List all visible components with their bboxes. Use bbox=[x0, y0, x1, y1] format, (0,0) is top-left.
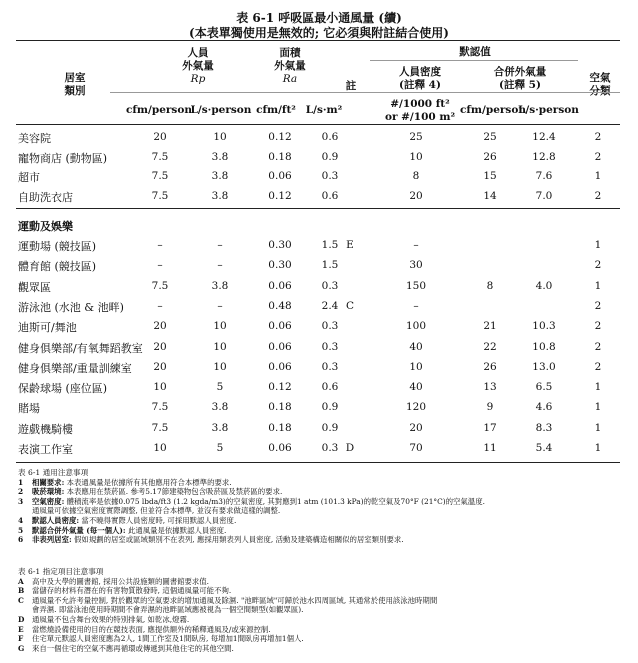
header-area-symbol: Ra bbox=[282, 73, 298, 85]
header-defaults: 默認值 bbox=[459, 46, 491, 58]
cell-rp-cfm: 20 bbox=[153, 340, 167, 353]
units-rule bbox=[110, 92, 620, 93]
note-text: 本表應用在禁菸區. 參考5.17節建築物包含吸菸區及禁菸區的要求. bbox=[64, 487, 283, 497]
cell-rp-cfm: 20 bbox=[153, 360, 167, 373]
cell-ra-ls: 0.6 bbox=[321, 381, 339, 394]
cell-cls: 2 bbox=[594, 360, 602, 373]
cell-note: C bbox=[345, 299, 355, 312]
cell-density: 150 bbox=[405, 279, 427, 292]
note-item bbox=[18, 526, 485, 536]
cell-ra-ls: 0.3 bbox=[321, 340, 339, 353]
cell-note: D bbox=[345, 442, 355, 454]
note-text: 當儲存的材料有潛在的有害物質散發時, 這個通風量可能不夠. bbox=[32, 586, 232, 596]
cell-c-cfm: 21 bbox=[483, 320, 497, 333]
note-item bbox=[18, 487, 485, 497]
cell-density: 120 bbox=[405, 401, 427, 414]
cell-cls: 1 bbox=[594, 239, 602, 251]
header-area-outdoor: 面積 外氣量 bbox=[274, 47, 306, 72]
cell-c-ls: 12.8 bbox=[532, 150, 556, 163]
cell-ra-cfm: 0.48 bbox=[268, 299, 292, 312]
note-item bbox=[18, 634, 437, 644]
note-text: 通風量可依據空氣密度實際調整, 但並符合本標準, 並沒有要求做這樣的調整. bbox=[32, 506, 281, 516]
cell-ra-cfm: 0.06 bbox=[268, 340, 292, 353]
note-item bbox=[18, 535, 485, 545]
note-key: 2 bbox=[18, 487, 24, 497]
cell-ra-ls: 0.3 bbox=[321, 360, 339, 373]
note-heading: 非表列居室: bbox=[32, 535, 72, 545]
header-bottom-rule bbox=[16, 124, 620, 125]
cell-density: 20 bbox=[409, 421, 423, 434]
row-category: 遊戲機騎樓 bbox=[18, 422, 73, 436]
cell-cls: 1 bbox=[594, 170, 602, 182]
row-category: 運動場 (競技區) bbox=[18, 240, 97, 253]
row-category: 健身俱樂部/重量訓練室 bbox=[18, 361, 132, 375]
cell-ra-cfm: 0.30 bbox=[268, 239, 292, 251]
note-text: 當不曉得實際人員密度時, 可採用默認人員密度. bbox=[79, 515, 237, 525]
cell-c-ls: 4.0 bbox=[535, 279, 553, 292]
row-category: 寵物商店 (動物區) bbox=[18, 151, 108, 165]
cell-c-ls: 5.4 bbox=[535, 442, 553, 454]
defaults-rule bbox=[370, 60, 578, 61]
cell-c-cfm: 8 bbox=[486, 279, 494, 292]
cell-cls: 2 bbox=[594, 189, 602, 202]
cell-cls: 2 bbox=[594, 259, 602, 272]
cell-rp-cfm: – bbox=[157, 239, 163, 251]
cell-rp-cfm: 20 bbox=[153, 320, 167, 333]
cell-ra-ls: 0.9 bbox=[321, 421, 339, 434]
cell-rp-ls: 10 bbox=[213, 360, 227, 373]
note-key: B bbox=[18, 586, 25, 596]
cell-ra-cfm: 0.06 bbox=[268, 320, 292, 333]
row-category: 美容院 bbox=[18, 132, 51, 145]
cell-c-ls: 10.8 bbox=[532, 340, 556, 353]
cell-cls: 2 bbox=[594, 320, 602, 333]
cell-c-ls: 10.3 bbox=[532, 320, 556, 333]
cell-ra-cfm: 0.06 bbox=[268, 442, 292, 454]
cell-ra-ls: 0.3 bbox=[321, 320, 339, 333]
cell-rp-cfm: 10 bbox=[153, 442, 167, 454]
cell-ra-cfm: 0.06 bbox=[268, 360, 292, 373]
note-text: 會弄濕. 即當泳池使用時期間不會弄濕的池畔區域應被視為一個空間類型(如觀眾區). bbox=[32, 605, 304, 615]
note-text: 通風量不允許考量控制, 對於觀眾的空氣要求的增加通風及除濕. "池畔區域"可歸於池水四周區域, 其通常於使用該泳池時期間 bbox=[32, 595, 438, 605]
unit-rp-cfm: cfm/person bbox=[126, 104, 192, 116]
cell-c-ls: 12.4 bbox=[532, 131, 556, 143]
cell-density: 30 bbox=[409, 259, 423, 272]
note-heading: 吸菸環境: bbox=[32, 487, 65, 497]
cell-cls: 1 bbox=[594, 381, 602, 394]
unit-rp-ls: L/s·person bbox=[190, 104, 252, 116]
table-bottom-rule bbox=[16, 462, 620, 463]
cell-c-ls: 13.0 bbox=[532, 360, 556, 373]
cell-rp-ls: 10 bbox=[213, 340, 227, 353]
header-category: 居室 類別 bbox=[64, 72, 86, 97]
cell-c-cfm: 15 bbox=[483, 170, 497, 182]
cell-rp-cfm: 20 bbox=[153, 131, 167, 143]
cell-rp-cfm: – bbox=[157, 259, 163, 272]
table-title: 表 6-1 呼吸區最小通風量 (續) bbox=[236, 11, 402, 25]
header-person-symbol: Rp bbox=[190, 73, 206, 85]
cell-c-cfm: 26 bbox=[483, 150, 497, 163]
cell-c-cfm: 9 bbox=[486, 401, 494, 414]
cell-density: 20 bbox=[409, 189, 423, 202]
header-note: 註 bbox=[345, 80, 357, 92]
cell-ra-ls: 2.4 bbox=[321, 299, 339, 312]
cell-c-cfm: 14 bbox=[483, 189, 497, 202]
note-key: E bbox=[18, 624, 24, 634]
note-text: 住宅單元默認人員密度應為2人, 1間工作室及1間臥房, 每增加1間臥房再增加1個人. bbox=[32, 634, 304, 644]
header-top-rule bbox=[16, 40, 620, 41]
note-text: 來自一個住宅的空氣不應再循環或傳遞到其他住宅的其他空間. bbox=[32, 643, 234, 653]
unit-ra-cfm: cfm/ft² bbox=[256, 104, 296, 116]
cell-ra-ls: 0.6 bbox=[321, 131, 339, 143]
cell-cls: 2 bbox=[594, 299, 602, 312]
cell-c-cfm: 22 bbox=[483, 340, 497, 353]
cell-ra-cfm: 0.12 bbox=[268, 189, 292, 202]
cell-cls: 1 bbox=[594, 442, 602, 454]
note-item bbox=[18, 506, 485, 516]
general-notes-title: 表 6-1 通用注意事項 bbox=[18, 468, 89, 477]
row-category: 超市 bbox=[18, 171, 40, 184]
cell-ra-ls: 0.9 bbox=[321, 401, 339, 414]
unit-density: #/1000 ft² or #/100 m² bbox=[384, 98, 456, 123]
cell-rp-cfm: 7.5 bbox=[151, 150, 169, 163]
note-key: 1 bbox=[18, 477, 24, 487]
note-key: C bbox=[18, 595, 24, 605]
cell-cls: 2 bbox=[594, 150, 602, 163]
cell-density: 40 bbox=[409, 381, 423, 394]
note-item bbox=[18, 577, 437, 587]
cell-rp-ls: 10 bbox=[213, 131, 227, 143]
note-key: 4 bbox=[18, 515, 24, 525]
cell-rp-ls: 3.8 bbox=[211, 189, 229, 202]
note-item bbox=[18, 605, 437, 615]
cell-c-ls: 7.6 bbox=[535, 170, 553, 182]
note-key: A bbox=[18, 576, 24, 586]
header-person-outdoor: 人員 外氣量 bbox=[182, 47, 214, 72]
cell-c-cfm: 17 bbox=[483, 421, 497, 434]
cell-ra-ls: 0.3 bbox=[321, 279, 339, 292]
cell-ra-cfm: 0.30 bbox=[268, 259, 292, 272]
cell-density: 25 bbox=[409, 131, 423, 143]
cell-c-cfm: 25 bbox=[483, 131, 497, 143]
cell-rp-ls: 3.8 bbox=[211, 279, 229, 292]
note-key: 6 bbox=[18, 535, 24, 545]
cell-density: 8 bbox=[412, 170, 420, 182]
note-item bbox=[18, 644, 437, 654]
cell-c-ls: 8.3 bbox=[535, 421, 553, 434]
cell-rp-ls: 3.8 bbox=[211, 150, 229, 163]
cell-cls: 1 bbox=[594, 279, 602, 292]
note-item bbox=[18, 497, 485, 507]
cell-ra-cfm: 0.18 bbox=[268, 150, 292, 163]
note-key: 3 bbox=[18, 496, 24, 506]
cell-rp-cfm: – bbox=[157, 299, 163, 312]
note-text: 此通風量是依據默認人員密度. bbox=[125, 525, 227, 535]
group-rule bbox=[16, 208, 620, 209]
cell-rp-cfm: 7.5 bbox=[151, 401, 169, 414]
cell-density: – bbox=[413, 239, 419, 251]
row-category: 表演工作室 bbox=[18, 443, 73, 456]
cell-rp-cfm: 7.5 bbox=[151, 170, 169, 182]
cell-ra-cfm: 0.06 bbox=[268, 170, 292, 182]
specific-notes bbox=[18, 567, 437, 653]
cell-cls: 1 bbox=[594, 401, 602, 414]
unit-c-cfm: cfm/person bbox=[460, 104, 526, 116]
row-category: 保齡球場 (座位區) bbox=[18, 382, 108, 396]
cell-rp-ls: – bbox=[217, 259, 223, 272]
cell-c-cfm: 11 bbox=[483, 442, 497, 454]
note-text: 假如規劃的居室或區域類別不在表列, 應採用類表列人員密度, 活動及建築構造相關似的居室類別要求. bbox=[71, 535, 404, 545]
note-item bbox=[18, 625, 437, 635]
cell-ra-ls: 0.9 bbox=[321, 150, 339, 163]
table-subtitle: (本表單獨使用是無效的; 它必須與附註結合使用) bbox=[189, 26, 449, 40]
cell-density: 70 bbox=[409, 442, 423, 454]
row-category: 健身俱樂部/有氧舞蹈教室 bbox=[18, 341, 143, 355]
unit-ra-ls: L/s·m² bbox=[305, 104, 343, 116]
note-text: 當燃燒設備使用的目的在競技表面, 應提供額外的稀釋通風及/或來源控制. bbox=[32, 624, 271, 634]
cell-ra-ls: 0.6 bbox=[321, 189, 339, 202]
cell-rp-cfm: 7.5 bbox=[151, 421, 169, 434]
row-category: 游泳池 (水池 & 池畔) bbox=[18, 300, 124, 314]
cell-note: E bbox=[346, 239, 354, 251]
note-item bbox=[18, 516, 485, 526]
cell-density: 100 bbox=[405, 320, 427, 333]
cell-rp-cfm: 7.5 bbox=[151, 189, 169, 202]
general-notes bbox=[18, 468, 485, 545]
header-density: 人員密度 (註釋 4) bbox=[399, 66, 441, 91]
cell-rp-ls: 3.8 bbox=[211, 170, 229, 182]
cell-rp-ls: – bbox=[217, 299, 223, 312]
cell-ra-ls: 0.3 bbox=[321, 170, 339, 182]
note-key: D bbox=[18, 614, 25, 624]
cell-cls: 1 bbox=[594, 421, 602, 434]
cell-c-cfm: 13 bbox=[483, 381, 497, 394]
row-category: 觀眾區 bbox=[18, 280, 51, 294]
note-text: 體積流率是依據0.075 lbda/ft3 (1.2 kgda/m3)的空氣密度, 其對應到1 atm (101.3 kPa)的乾空氣及70°F (21°C)的空氣溫度. bbox=[64, 496, 485, 506]
row-category: 迪斯可/舞池 bbox=[18, 321, 77, 335]
note-key: F bbox=[18, 634, 24, 644]
cell-rp-ls: 5 bbox=[216, 442, 224, 454]
note-heading: 默認合併外氣量 (每一個人): bbox=[32, 525, 126, 535]
cell-rp-ls: 10 bbox=[213, 320, 227, 333]
cell-rp-ls: – bbox=[217, 239, 223, 251]
cell-density: – bbox=[413, 299, 419, 312]
cell-density: 10 bbox=[409, 150, 423, 163]
cell-ra-cfm: 0.12 bbox=[268, 381, 292, 394]
cell-ra-cfm: 0.18 bbox=[268, 421, 292, 434]
note-item bbox=[18, 586, 437, 596]
cell-density: 10 bbox=[409, 360, 423, 373]
note-text: 高中及大學的圖書館, 採用公共設施類的圖書館要求值. bbox=[32, 576, 210, 586]
note-heading: 空氣密度: bbox=[32, 496, 65, 506]
note-text: 通風量不包含舞台效果的特別排氣, 如乾冰,燈霧. bbox=[32, 614, 190, 624]
header-air-class: 空氣 分類 bbox=[589, 72, 611, 97]
cell-c-ls: 4.6 bbox=[535, 401, 553, 414]
specific-notes-title: 表 6-1 指定項目注意事項 bbox=[18, 567, 104, 576]
cell-density: 40 bbox=[409, 340, 423, 353]
note-key: G bbox=[18, 643, 25, 653]
note-heading: 默認人員密度: bbox=[32, 515, 80, 525]
row-category: 賭場 bbox=[18, 402, 40, 416]
cell-c-ls: 6.5 bbox=[535, 381, 553, 394]
cell-cls: 2 bbox=[594, 340, 602, 353]
cell-c-cfm: 26 bbox=[483, 360, 497, 373]
note-heading: 相關要求: bbox=[32, 477, 65, 487]
header-combined: 合併外氣量 (註釋 5) bbox=[493, 66, 547, 91]
cell-rp-ls: 5 bbox=[216, 381, 224, 394]
unit-c-ls: L/s·person bbox=[518, 104, 579, 116]
section-label: 運動及娛樂 bbox=[18, 220, 73, 233]
cell-ra-ls: 0.3 bbox=[321, 442, 339, 454]
cell-ra-cfm: 0.18 bbox=[268, 401, 292, 414]
note-item bbox=[18, 615, 437, 625]
note-key: 5 bbox=[18, 525, 24, 535]
cell-c-ls: 7.0 bbox=[535, 189, 553, 202]
cell-ra-cfm: 0.06 bbox=[268, 279, 292, 292]
cell-rp-cfm: 7.5 bbox=[151, 279, 169, 292]
cell-rp-ls: 3.8 bbox=[211, 401, 229, 414]
cell-rp-ls: 3.8 bbox=[211, 421, 229, 434]
cell-ra-cfm: 0.12 bbox=[268, 131, 292, 143]
cell-ra-ls: 1.5 bbox=[321, 259, 339, 272]
note-text: 本表通風量是依據所有其他應用符合本標準的要求. bbox=[64, 477, 232, 487]
cell-ra-ls: 1.5 bbox=[321, 239, 339, 251]
row-category: 自助洗衣店 bbox=[18, 190, 73, 204]
row-category: 體育館 (競技區) bbox=[18, 260, 97, 274]
note-item bbox=[18, 596, 437, 606]
note-item bbox=[18, 478, 485, 488]
cell-cls: 2 bbox=[594, 131, 602, 143]
cell-rp-cfm: 10 bbox=[153, 381, 167, 394]
